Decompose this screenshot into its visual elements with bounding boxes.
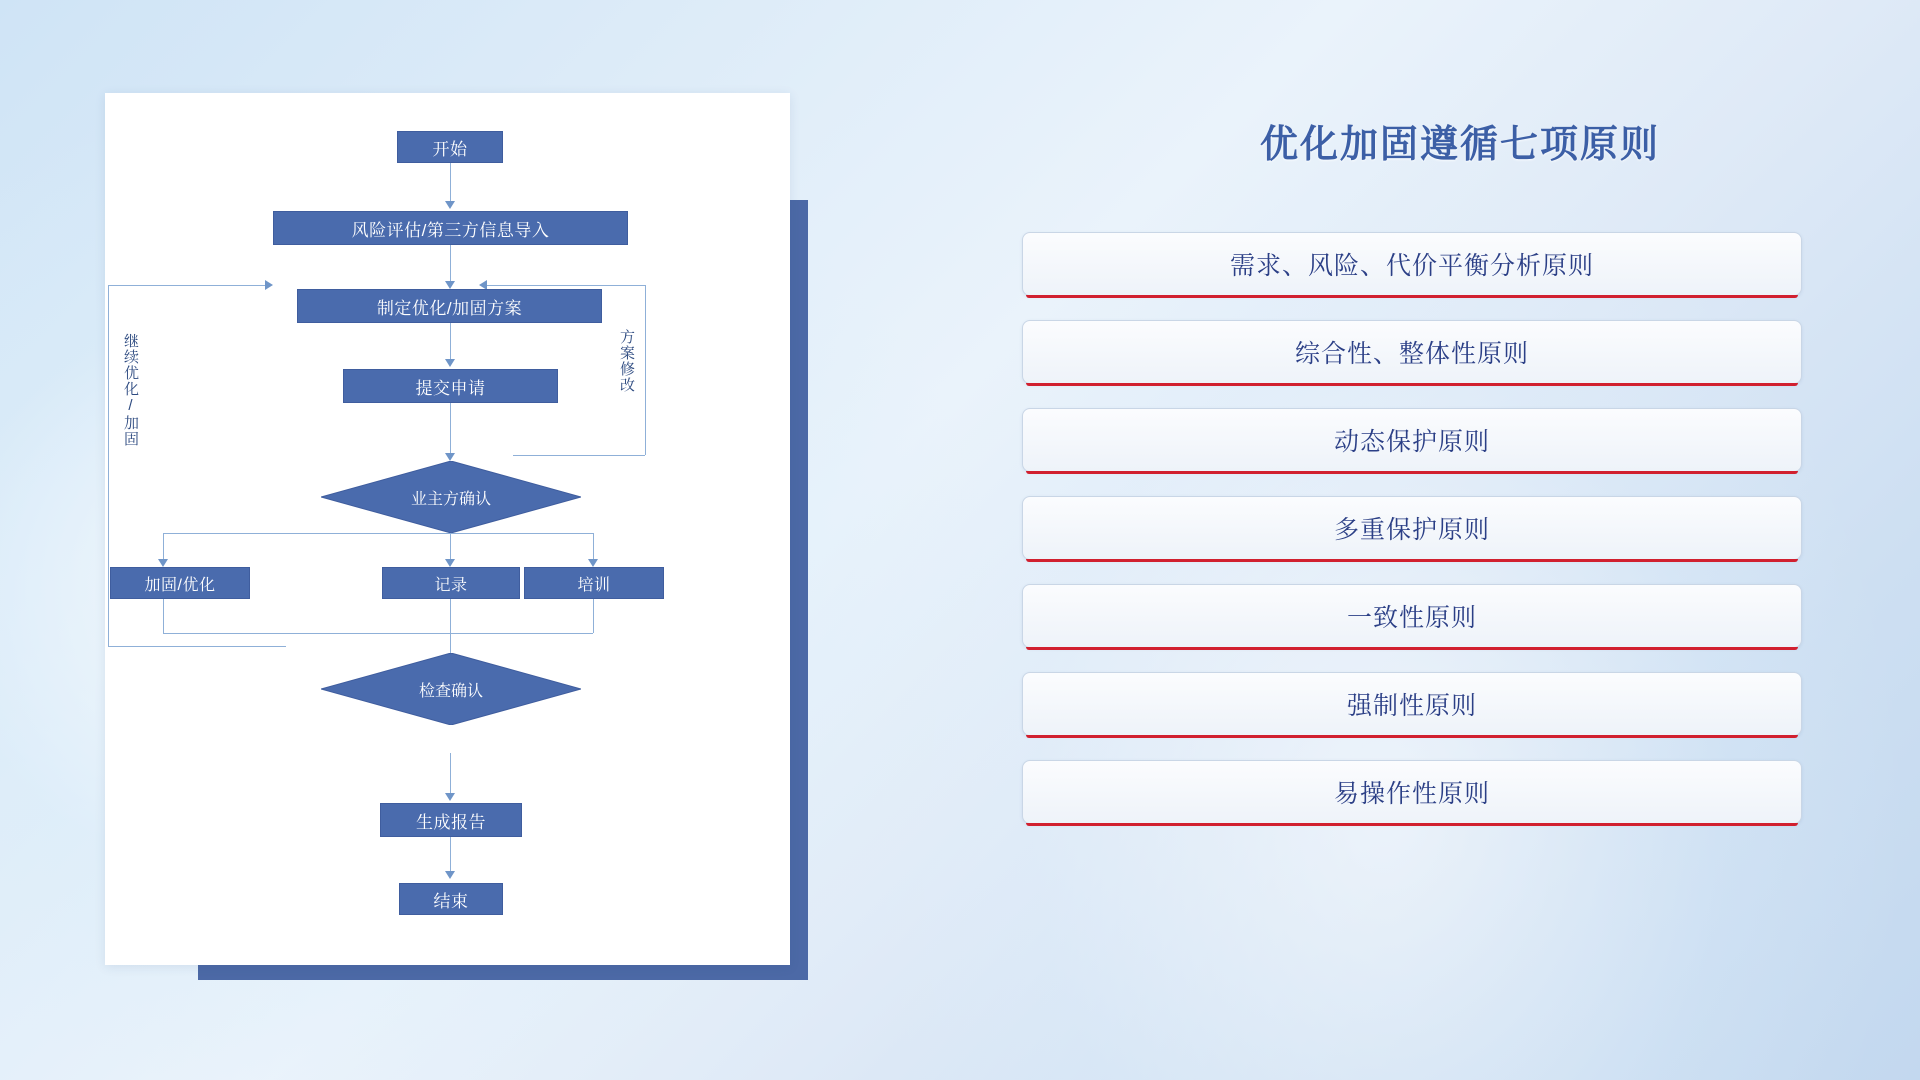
principle-item-3[interactable]: [1022, 408, 1802, 472]
connector-branch-left: [163, 533, 164, 561]
connector-check-to-report: [450, 753, 451, 795]
flow-node-make-plan-label: 制定优化/加固方案: [376, 298, 523, 318]
flow-node-reinforce-optimize-label: 加固/优化: [144, 576, 216, 594]
page-title: 优化加固遵循七项原则: [1259, 124, 1660, 166]
connector-right-loop-vertical: [645, 285, 646, 455]
principle-item-5[interactable]: [1022, 584, 1802, 648]
principle-item-2-label: 综合性、整体性原则: [1294, 340, 1529, 368]
principle-item-7[interactable]: [1022, 760, 1802, 824]
flow-node-risk-assessment[interactable]: [273, 211, 628, 245]
flow-node-generate-report[interactable]: [380, 803, 522, 837]
arrowhead-training: [588, 559, 598, 567]
connector-risk-to-plan: [450, 243, 451, 283]
connector-merge-left: [163, 597, 164, 633]
flow-node-check-confirm[interactable]: [321, 653, 581, 725]
connector-report-to-end: [450, 837, 451, 873]
flow-node-start-label: 开始: [432, 139, 468, 159]
arrowhead-report: [445, 793, 455, 801]
principle-item-2[interactable]: [1022, 320, 1802, 384]
flow-node-owner-confirm[interactable]: [321, 461, 581, 533]
connector-merge-mid: [450, 597, 451, 633]
flow-node-check-confirm-label: 检查确认: [418, 682, 483, 700]
flow-node-record-label: 记录: [434, 576, 468, 594]
flow-edge-label-left-loop: 继续优化/加固: [122, 333, 139, 447]
arrowhead-plan: [445, 281, 455, 289]
principle-item-5-label: 一致性原则: [1346, 604, 1477, 632]
arrowhead-reinforce: [158, 559, 168, 567]
connector-branch-bar: [163, 533, 593, 534]
diamond-shape-check-confirm: [321, 653, 581, 725]
principle-item-7-label: 易操作性原则: [1333, 780, 1490, 808]
connector-left-loop-bottom: [108, 646, 286, 647]
arrowhead-submit: [445, 359, 455, 367]
principle-item-1[interactable]: [1022, 232, 1802, 296]
connector-right-loop-top: [485, 285, 645, 286]
principle-item-4-label: 多重保护原则: [1333, 516, 1490, 544]
flow-node-reinforce-optimize[interactable]: [110, 567, 250, 599]
flow-node-risk-assessment-label: 风险评估/第三方信息导入: [351, 220, 550, 240]
arrowhead-confirm: [445, 453, 455, 461]
connector-right-loop-bottom: [513, 455, 645, 456]
connector-branch-mid: [450, 533, 451, 561]
principle-item-6[interactable]: [1022, 672, 1802, 736]
principles-list: [1022, 232, 1802, 848]
principle-item-1-label: 需求、风险、代价平衡分析原则: [1229, 252, 1594, 280]
flow-node-owner-confirm-label: 业主方确认: [410, 490, 491, 508]
diamond-shape-owner-confirm: [321, 461, 581, 533]
connector-plan-to-submit: [450, 323, 451, 361]
connector-merge-right: [593, 597, 594, 633]
flow-node-submit-application-label: 提交申请: [415, 378, 486, 398]
flow-node-training-label: 培训: [577, 576, 611, 594]
flowchart-card: [105, 93, 790, 965]
principle-item-3-label: 动态保护原则: [1333, 428, 1490, 456]
flow-node-make-plan[interactable]: [297, 289, 602, 323]
flow-node-record[interactable]: [382, 567, 520, 599]
flow-node-generate-report-label: 生成报告: [416, 812, 486, 832]
flow-node-end[interactable]: [399, 883, 503, 915]
flow-node-training[interactable]: [524, 567, 664, 599]
arrowhead-end: [445, 871, 455, 879]
connector-start-to-risk: [450, 161, 451, 203]
connector-left-loop-top: [108, 285, 268, 286]
principle-item-4[interactable]: [1022, 496, 1802, 560]
connector-submit-to-confirm: [450, 403, 451, 455]
connector-merge-bar: [163, 633, 593, 634]
flow-edge-label-right-loop: 方案修改: [618, 329, 635, 393]
arrowhead-left-loop: [265, 280, 273, 290]
flow-node-start[interactable]: [397, 131, 503, 163]
connector-left-loop-vertical: [108, 285, 109, 647]
arrowhead-record: [445, 559, 455, 567]
flow-node-submit-application[interactable]: [343, 369, 558, 403]
principle-item-6-label: 强制性原则: [1346, 692, 1477, 720]
connector-branch-right: [593, 533, 594, 561]
arrowhead-risk: [445, 201, 455, 209]
flow-node-end-label: 结束: [433, 891, 469, 911]
